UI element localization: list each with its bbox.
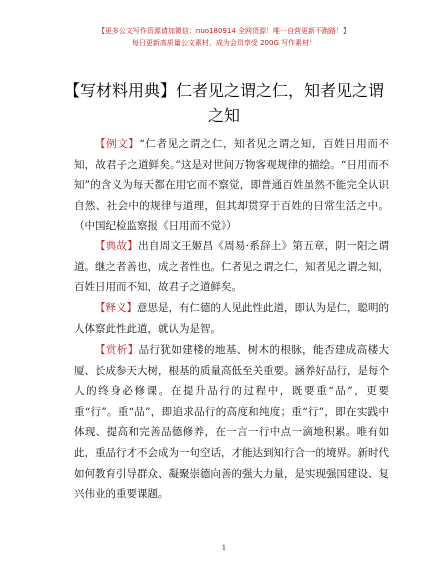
- paragraph-text: 出自周文王姬昌《周易·系辞上》第五章，阴一阳之谓道。继之者善也，成之者性也。仁者见之谓之仁，知者见之谓之知，百姓日用而不知，故君子之道鲜矣。: [74, 240, 389, 294]
- promo-banner-line-2: 每日更新高质量公文素材，成为会员享受 200G 写作素材！: [131, 39, 317, 47]
- paragraph-tag: 【释义】: [95, 302, 137, 314]
- paragraph-tag: 【例文】: [95, 138, 140, 150]
- document-title: 【写材料用典】仁者见之谓之仁，知者见之谓之知: [64, 81, 385, 125]
- paragraph-text: 品行犹如建楼的地基、树木的根脉，能否建成高楼大厦、长成参天大树，根基的质量高低至关重要。涵养好品行，是每个人的终身必修课。在提升品行的过程中，既要重“品”，更要重“行”。重“品”，即追求品行的高度和纯度；重“行”，即在实践中体现、提高和完善品德修养，在一言一行中点一滴地积累。唯有如此，重品行才不会成为一句空话，才能达到知行合一的境界。新时代如何教育引导群众、凝聚崇德向善的强大力量，是实现强国建设、复兴伟业的重要课题。: [74, 344, 390, 501]
- promo-banner-line-1: 【更多公文写作资源请加微信：nuo180914 全网货源！唯一自营更新不跑路！】: [97, 27, 351, 35]
- paragraph-tag: 【赏析】: [95, 344, 139, 356]
- paragraph-tag: 【典故】: [95, 240, 139, 252]
- paragraph-text: 意思是，有仁德的人见此性此道，即认为是仁，聪明的人体察此性此道，就认为是智。: [74, 302, 389, 335]
- paragraph-appreciation: [74, 340, 389, 505]
- paragraph-example: [74, 134, 389, 237]
- paragraph-allusion: [74, 236, 389, 298]
- paragraph-interpretation: [74, 298, 389, 339]
- page-number: 1: [221, 544, 227, 552]
- paragraph-text: “仁者见之谓之仁，知者见之谓之知，百姓日用而不知，故君子之道鲜矣。”这是对世间万物客观规律的描绘。“日用而不知”的含义为每天都在用它而不察觉，即普通百姓虽然不能完全认识自然、社会中的规律与道理，但其却贯穿于百姓的日常生活之中。（中国纪检监察报《日用而不觉》）: [74, 138, 389, 233]
